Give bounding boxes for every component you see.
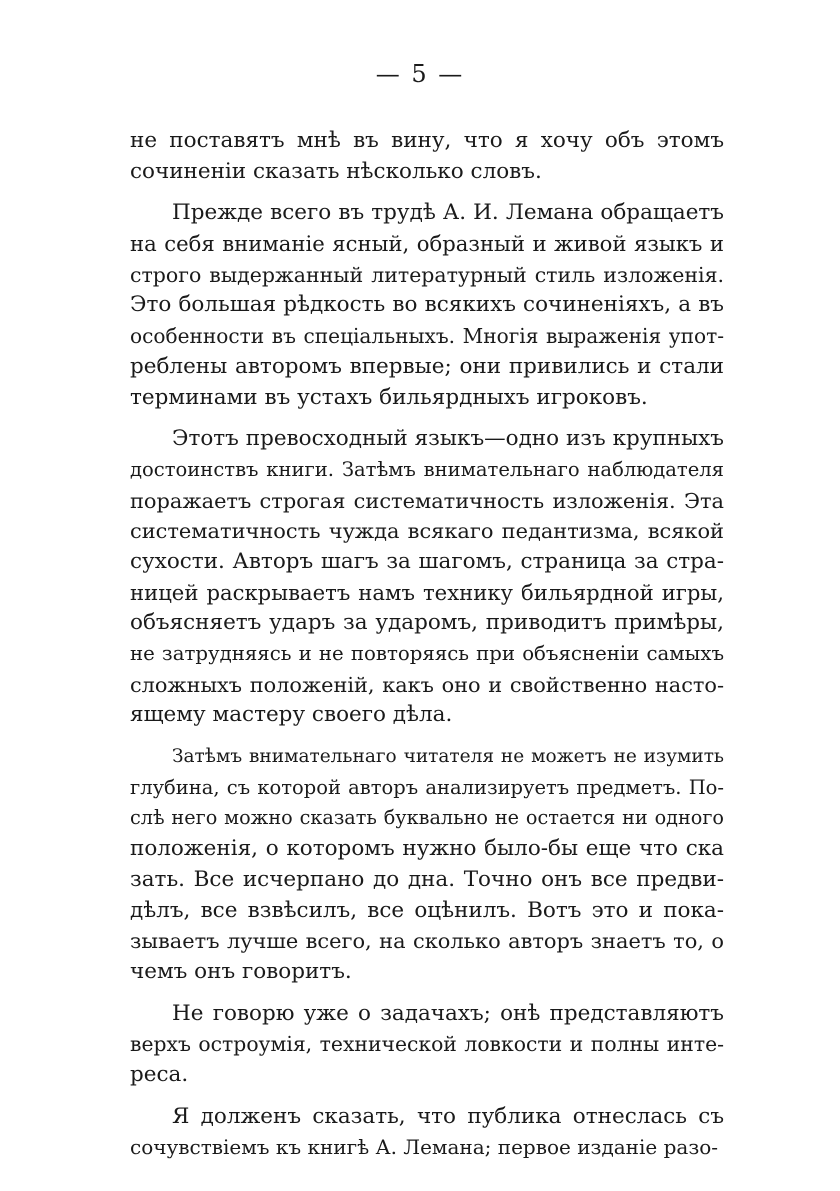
text-line: сложныхъ положенiй, какъ оно и свойственно насто-: [130, 672, 724, 697]
text-line: сухости. Авторъ шагъ за шагомъ, страница за стра-: [130, 548, 724, 574]
paragraph: [130, 424, 724, 731]
text-line: на себя вниманiе ясный, образный и живой языкъ и: [130, 231, 724, 257]
text-line: сочиненiи сказать нѣсколько словъ.: [130, 158, 542, 184]
text-line: не затрудняясь и не повторяясь при объясненiи самыхъ: [130, 642, 724, 665]
paragraph: [130, 742, 724, 988]
paragraph: [130, 198, 724, 413]
text-line: чемъ онъ говоритъ.: [130, 958, 352, 984]
text-line: достоинствъ книги. Затѣмъ внимательнаго наблюдателя: [130, 457, 724, 481]
text-line: зываетъ лучше всего, на сколько авторъ знаетъ то, о: [130, 929, 724, 954]
text-line: поражаетъ строгая систематичность изложенiя. Эта: [130, 488, 724, 513]
paragraph: [130, 999, 724, 1091]
text-line: систематичность чужда всякаго педантизма, всякой: [130, 519, 724, 544]
text-line: дѣлъ, все взвѣсилъ, все оцѣнилъ. Вотъ это и пока-: [130, 897, 724, 923]
text-line: слѣ него можно сказать буквально не остается ни одного: [130, 806, 724, 830]
text-line: глубина, съ которой авторъ анализируетъ предметъ. По-: [130, 775, 724, 799]
text-line: не поставятъ мнѣ въ вину, что я хочу объ этомъ: [130, 128, 724, 153]
text-line: объясняетъ ударъ за ударомъ, приводитъ примѣры,: [130, 610, 724, 636]
text-line: верхъ остроумiя, технической ловкости и полны инте-: [130, 1032, 724, 1057]
text-line: Этотъ превосходный языкъ—одно изъ крупныхъ: [172, 426, 724, 452]
text-line: зать. Все исчерпано до дна. Точно онъ все предви-: [130, 866, 724, 892]
text-line: строго выдержанный литературный стиль изложенiя.: [130, 262, 724, 287]
page-number: — 5 —: [375, 60, 465, 88]
text-line: терминами въ устахъ бильярдныхъ игроковъ.: [130, 384, 648, 410]
text-line: реса.: [130, 1061, 189, 1087]
text-line: Я долженъ сказать, что публика отнеслась съ: [172, 1103, 724, 1129]
paragraph: [130, 126, 724, 187]
text-line: Прежде всего въ трудѣ А. И. Лемана обращаетъ: [172, 200, 724, 226]
text-line: Не говорю уже о задачахъ; онѣ представляютъ: [172, 1000, 724, 1026]
text-line: реблены авторомъ впервые; они привились и стали: [130, 353, 724, 379]
body-text: [130, 126, 724, 1174]
text-line: ницей раскрываетъ намъ технику бильярдной игры,: [130, 579, 724, 605]
paragraph: [130, 1102, 724, 1163]
text-line: Это большая рѣдкость во всякихъ сочиненiяхъ, а въ: [130, 292, 724, 318]
text-line: ящему мастеру своего дѣла.: [130, 702, 453, 728]
text-line: положенiя, о которомъ нужно было-бы еще что ска: [130, 836, 724, 862]
text-line: особенности въ спецiальныхъ. Многiя выраженiя упот-: [130, 324, 724, 349]
text-line: сочувствiемъ къ книгѣ А. Лемана; первое изданiе разо-: [130, 1135, 719, 1160]
text-line: Затѣмъ внимательнаго читателя не можетъ не изумить: [172, 746, 724, 768]
